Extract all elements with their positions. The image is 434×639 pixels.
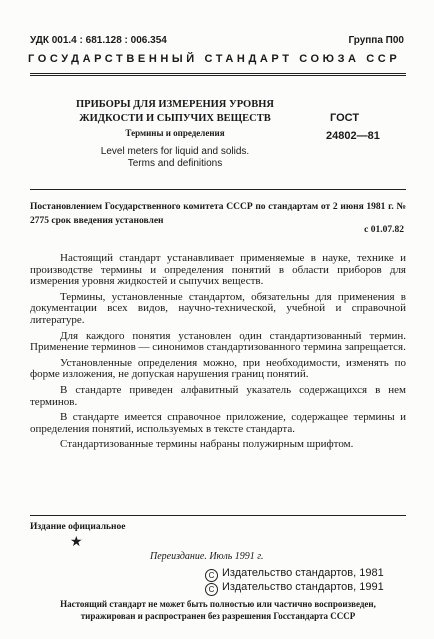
gost-number: 24802—81 <box>326 130 380 142</box>
header-rule-2 <box>30 75 406 76</box>
gost-label: ГОСТ <box>330 112 360 124</box>
title-rule <box>30 189 406 190</box>
copyright-icon: C <box>205 569 218 582</box>
english-title-line: Level meters for liquid and solids. <box>100 146 250 157</box>
document-subtitle: Термины и определения <box>125 128 225 138</box>
copyright-1991 <box>205 581 384 596</box>
reproduction-notice-line: тиражирован и распространен без разрешения Госстандарта СССР <box>80 611 356 621</box>
document-title-line: ЖИДКОСТИ И СЫПУЧИХ ВЕЩЕСТВ <box>79 113 271 124</box>
english-title <box>60 146 290 170</box>
body-paragraph: Стандартизованные термины набраны полужирным шрифтом. <box>60 438 354 451</box>
reproduction-notice <box>30 598 406 622</box>
body-text <box>30 253 406 455</box>
star-icon: ★ <box>70 535 83 550</box>
body-paragraph: Термины, установленные стандартом, обязательны для применения в документации всех видов, научно-технической, учебной и справочной литературе. <box>30 290 406 326</box>
reprint-note: Переиздание. Июль 1991 г. <box>150 551 264 562</box>
body-paragraph: Установленные определения можно, при необходимости, изменять по форме изложения, не допуская нарушения границ понятий. <box>30 356 406 381</box>
header-rule <box>30 73 406 74</box>
udc-code: УДК 001.4 : 681.128 : 006.354 <box>30 35 167 46</box>
copyright-1981 <box>205 567 384 582</box>
copyright-icon: C <box>205 583 218 596</box>
reproduction-notice-line: Настоящий стандарт не может быть полностью или частично воспроизведен, <box>60 599 376 609</box>
english-title-line: Terms and definitions <box>127 158 223 169</box>
body-paragraph: Для каждого понятия установлен один стандартизованный термин. Применение терминов — синонимов стандартизованного термина запрещается. <box>30 329 406 354</box>
edition-label: Издание официальное <box>30 522 126 532</box>
group-code: Группа П00 <box>348 35 404 46</box>
document-title-line: ПРИБОРЫ ДЛЯ ИЗМЕРЕНИЯ УРОВНЯ <box>76 99 274 110</box>
body-paragraph: Настоящий стандарт устанавливает применяемые в науке, технике и производстве термины и определения понятий в области приборов для измерения уровня жидкостей и сыпучих веществ. <box>30 252 406 288</box>
body-paragraph: В стандарте приведен алфавитный указатель содержащихся в нем терминов. <box>30 383 406 408</box>
document-title <box>60 98 290 126</box>
copyright-text: Издательство стандартов, 1981 <box>222 567 384 579</box>
effective-date: с 01.07.82 <box>364 225 404 235</box>
edition-rule <box>30 515 406 516</box>
decree-text: Постановлением Государственного комитета СССР по стандартам от 2 июня 1981 г. № 2775 срок введения установлен <box>30 202 406 226</box>
body-paragraph: В стандарте имеется справочное приложение, содержащее термины и определения понятий, используемых в тексте стандарта. <box>30 411 406 435</box>
copyright-text: Издательство стандартов, 1991 <box>222 581 384 593</box>
standard-title: ГОСУДАРСТВЕННЫЙ СТАНДАРТ СОЮЗА ССР <box>28 53 401 65</box>
